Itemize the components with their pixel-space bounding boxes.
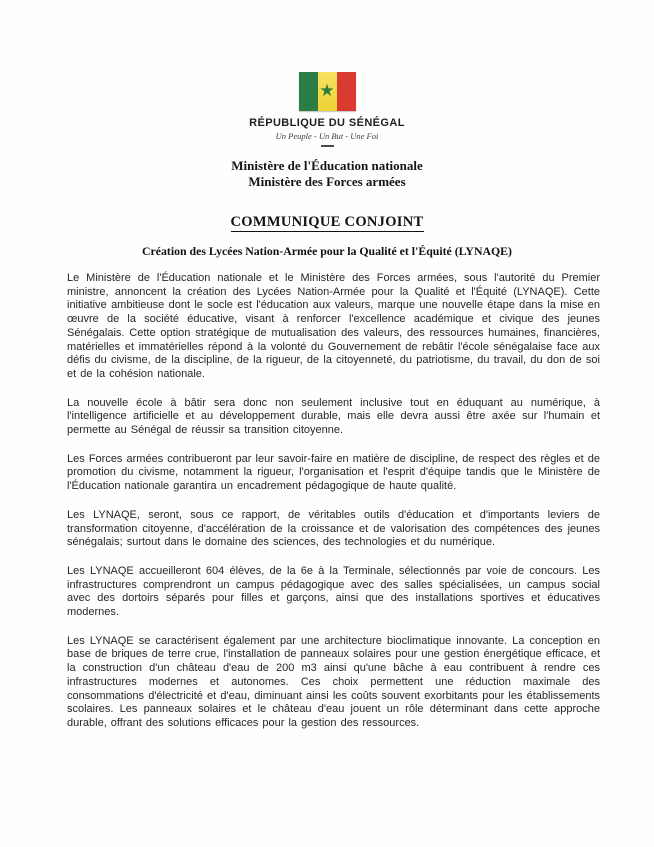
flag-red-stripe	[337, 72, 356, 111]
paragraph-new-school: La nouvelle école à bâtir sera donc non seulement inclusive tout en éduquant au numérique, à l'intelligence artificielle et au développement durable, mais elle devra aussi être axée sur l'humain et permette au Sénégal de réussir sa transition citoyenne.	[67, 396, 600, 437]
ministry-education: Ministère de l'Éducation nationale	[231, 158, 423, 173]
communique-title-text: COMMUNIQUE CONJOINT	[230, 214, 424, 230]
communique-title	[0, 214, 654, 231]
paragraph-capacity-infrastructure: Les LYNAQE accueilleront 604 élèves, de la 6e à la Terminale, sélectionnés par voie de concours. Les infrastructures comprendront un campus pédagogique avec des salles spécialisées, un campus social avec des dortoirs séparés pour filles et garçons, ainsi que des installations sportives et éducatives modernes.	[67, 564, 600, 619]
flag-yellow-stripe	[318, 72, 337, 111]
communique-subtitle: Création des Lycées Nation-Armée pour la Qualité et l'Équité (LYNAQE)	[142, 244, 512, 258]
paragraph-announcement: Le Ministère de l'Éducation nationale et le Ministère des Forces armées, sous l'autorité du Premier ministre, annoncent la création des Lycées Nation-Armée pour la Qualité et l'Équité (LYNAQE). Cette initiative ambitieuse dont le socle est l'éducation aux valeurs, marque une nouvelle étape dans la mise en œuvre de la société éducative, visant à renforcer l'excellence académique et civique des jeunes Sénégalais. Cette option stratégique de mutualisation des valeurs, des ressources humaines, financières, matérielles et immatérielles répond à la volonté du Gouvernement de rebâtir l'école sénégalaise face aux défis du civisme, de la discipline, de la rigueur, de la citoyenneté, du patriotisme, du travail, du don de soi et de la cohésion nationale.	[67, 272, 600, 380]
paragraph-lynaqe-role: Les LYNAQE, seront, sous ce rapport, de véritables outils d'éducation et d'importants leviers de transformation citoyenne, d'accélération de la croissance et de valorisation des compétences des jeunes sénégalais; surtout dans le domaine des sciences, des technologies et du numérique.	[67, 508, 600, 549]
flag-green-stripe	[299, 72, 318, 111]
issuing-ministries	[0, 158, 654, 190]
communique-body	[67, 272, 600, 731]
flag-star-icon: ★	[319, 80, 335, 101]
senegal-flag-icon	[299, 72, 356, 111]
paragraph-bioclimatic-architecture: Les LYNAQE se caractérisent également par une architecture bioclimatique innovante. La conception en base de briques de terre crue, l'installation de panneaux solaires pour une gestion énergétique efficace, et la construction d'un château d'eau de 200 m3 ainsi qu'une bâche à eau contribuent à rendre ces infrastructures modernes et autonomes. Ces choix permettent une réduction maximale des consommations d'électricité et d'eau, diminuant ainsi les coûts souvent exorbitants pour les établissements scolaires. Les panneaux solaires et le château d'eau jouent un rôle déterminant dans cette approche durable, offrant des solutions efficaces pour la gestion des ressources.	[67, 634, 600, 729]
motto-divider	[321, 145, 334, 147]
national-emblem	[0, 0, 654, 147]
republic-title: RÉPUBLIQUE DU SÉNÉGAL	[249, 117, 405, 129]
ministry-armed-forces: Ministère des Forces armées	[248, 174, 406, 189]
national-motto: Un Peuple - Un But - Une Foi	[275, 131, 379, 141]
paragraph-armed-forces-contribution: Les Forces armées contribueront par leur savoir-faire en matière de discipline, de respect des règles et de promotion du civisme, notamment la rigueur, l'organisation et l'esprit d'équipe tandis que le Ministère de l'Éducation nationale garantira un encadrement pédagogique de haute qualité.	[67, 452, 600, 493]
